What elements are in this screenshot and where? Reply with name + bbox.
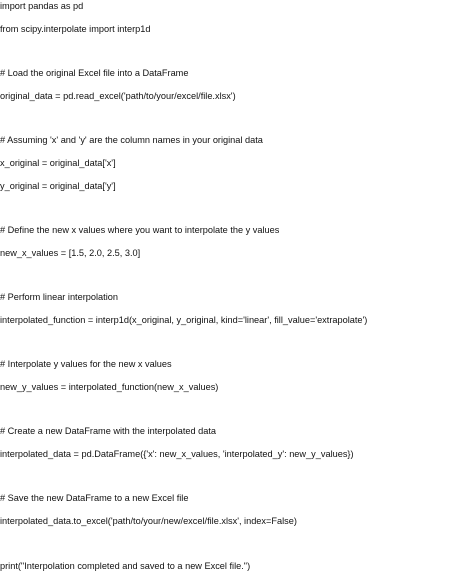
code-line-import-pandas: import pandas as pd [0,1,84,11]
comment-create-dataframe: # Create a new DataFrame with the interpolated data [0,426,217,436]
comment-save-excel: # Save the new DataFrame to a new Excel file [0,493,189,503]
code-line-new-x-values: new_x_values = [1.5, 2.0, 2.5, 3.0] [0,248,141,258]
code-line-y-original: y_original = original_data['y'] [0,181,116,191]
comment-interpolate-y: # Interpolate y values for the new x values [0,359,172,369]
code-line-interpolated-data: interpolated_data = pd.DataFrame({'x': new_x_values, 'interpolated_y': new_y_values}) [0,449,354,459]
code-line-new-y-values: new_y_values = interpolated_function(new_x_values) [0,382,219,392]
code-line-print: print("Interpolation completed and saved to a new Excel file.") [0,561,251,571]
code-line-to-excel: interpolated_data.to_excel('path/to/your/new/excel/file.xlsx', index=False) [0,516,297,526]
comment-column-names: # Assuming 'x' and 'y' are the column names in your original data [0,135,263,145]
code-line-interp-function: interpolated_function = interp1d(x_original, y_original, kind='linear', fill_value='extrapolate') [0,315,368,325]
comment-define-new-x: # Define the new x values where you want to interpolate the y values [0,225,280,235]
code-line-import-interp1d: from scipy.interpolate import interp1d [0,24,151,34]
comment-load-excel: # Load the original Excel file into a DataFrame [0,68,189,78]
code-line-read-excel: original_data = pd.read_excel('path/to/your/excel/file.xlsx') [0,91,236,101]
comment-linear-interpolation: # Perform linear interpolation [0,292,118,302]
code-line-x-original: x_original = original_data['x'] [0,158,116,168]
